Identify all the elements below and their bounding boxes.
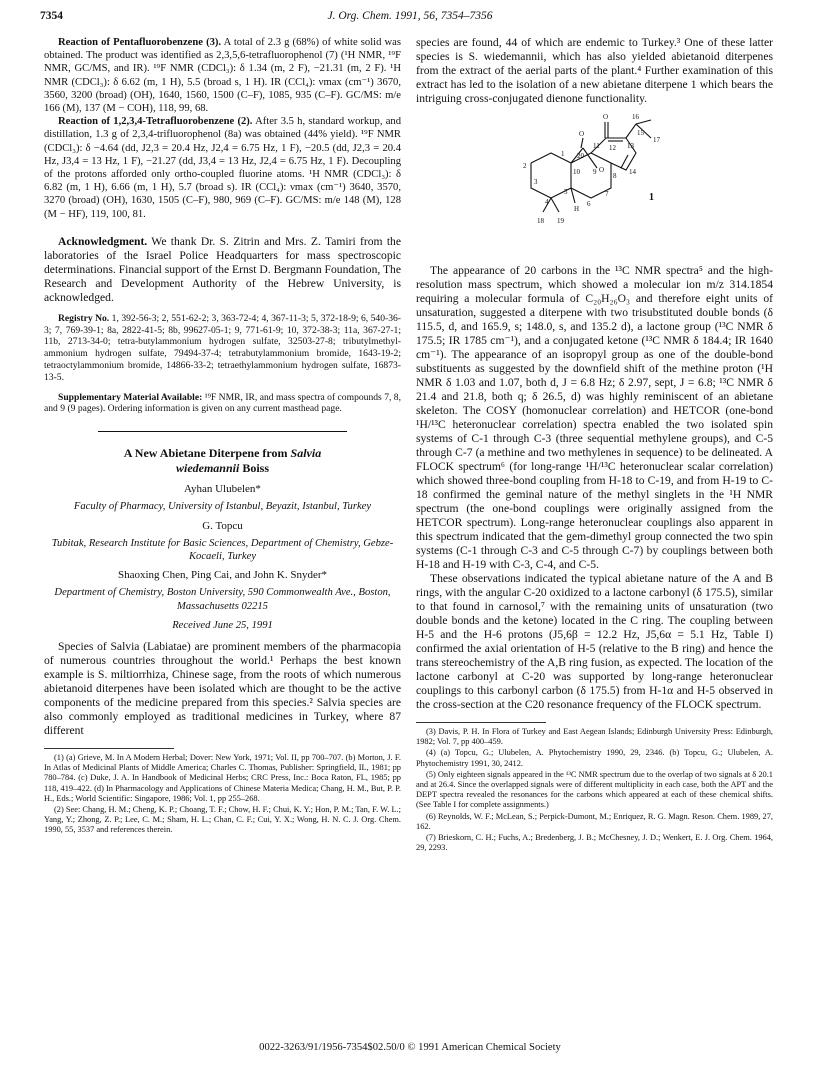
footnotes-left [44, 753, 401, 836]
intro-continued: species are found, 44 of which are endemic to Turkey.³ One of these latter species is S. wiedemannii, which has also yielded abietanoid diterpenes from the extract of the aerial parts of the plant.⁴ Further examination of this extract has led to the isolation of a new abietane diterpene 1 which bears the intriguing cross-conjugated dienone functionality. [416, 36, 773, 105]
footnote-7: (7) Brieskorn, C. H.; Fuchs, A.; Bredenberg, J. B.; McChesney, J. D.; Wenkert, E. J. Org. Chem. 1964, 29, 2293. [416, 833, 773, 853]
footnote-4: (4) (a) Topcu, G.; Ulubelen, A. Phytochemistry 1990, 29, 2346. (b) Topcu, G.; Ulubelen, A. Phytochemistry 1991, 30, 2412. [416, 748, 773, 768]
affiliation-3: Department of Chemistry, Boston University, 590 Commonwealth Ave., Boston, Massachusetts 02215 [54, 587, 391, 612]
atom-label: O [599, 166, 605, 174]
atom-label: 3 [534, 178, 538, 186]
atom-label: 5 [564, 188, 568, 196]
article-title: A New Abietane Diterpene from Salvia wiedemannii Boiss [123, 446, 322, 475]
affiliation-1: Faculty of Pharmacy, University of Istanbul, Beyazit, Istanbul, Turkey [73, 501, 372, 513]
atom-label: 4 [545, 198, 549, 206]
footnote-rule-right [416, 722, 546, 723]
footnote-rule [44, 748, 174, 749]
atom-label: 18 [537, 217, 544, 225]
author-1: Ayhan Ulubelen* [184, 483, 261, 496]
supplementary-material: Supplementary Material Available: ¹⁹F NMR, IR, and mass spectra of compounds 7, 8, and 9 (9 pages). Ordering information is given on any current masthead page. [44, 391, 401, 415]
atom-label: 19 [557, 217, 564, 225]
acknowledgment: Acknowledgment. We thank Dr. S. Zitrin and Mrs. Z. Tamiri from the laboratories of the Israel Police Headquarters for mass spectroscopic determinations. Financial support of the Ernst D. Bergmann Foundation, The Research and Development Authority of the Hebrew University, is acknowledged. [44, 234, 401, 304]
atom-label: 9 [593, 168, 597, 176]
affiliation-2: Tubitak, Research Institute for Basic Sciences, Department of Chemistry, Gebze-Kocaeli, Turkey [51, 537, 394, 563]
atom-label: 16 [632, 113, 639, 121]
paragraph-nmr-analysis: The appearance of 20 carbons in the ¹³C NMR spectra⁵ and the high-resolution mass spectrum, which showed a molecular ion m/z 314.1854 requiring a molecular formula of C₂₀H₂₆O₃ and therefore eight units of unsaturation, suggested a diterpene with two trisubstituted double bonds (δ 115.5, d, and 165.9, s; 148.0, s, and 135.2 d), a lactone group (¹³C NMR δ 175.5; IR 1785 cm⁻¹), and a conjugated ketone (¹³C NMR δ 184.4; IR 1640 cm⁻¹). The appearance of an isopropyl group as one of the double-bond substituents as suggested by the downfield shift of the methine proton (¹H NMR δ 1.03 and 1.07, both d, J = 6.8 Hz; δ 2.97, sept, J = 6.8; ¹³C NMR δ 21.4 and 21.8, both q; δ 26.5, d) was highly reminiscent of an abietane skeleton. The COSY (homonuclear correlation) and HETCOR (one-bond ¹H/¹³C heteronuclear correlation) spectra enabled the two isolated spin systems of C-1 through C-3 (three sequential methylene groups), and C-5 through C-7 (a methine and two methylenes in sequence) to be delineated. A FLOCK spectrum⁶ (for long-range ¹H/¹³C heteronuclear scalar correlation) which showed three-bond coupling from H-18 to C-19, and from H-19 to C-18 confirmed the geminal nature of the methyl singlets in the ¹H NMR spectrum (the one-bond couplings were originally assigned from the HETCOR spectrum). Long-range heteronuclear couplings also apparent in this spectrum indicated that the gem-dimethyl group connected the two spin systems (C-1 through C-3 and C-5 through C-7) by couplings between both H-18 and H-19 with C-3, C-4, and C-5. [416, 264, 773, 571]
atom-label: 1 [561, 150, 565, 158]
atom-label: 13 [627, 142, 634, 150]
footnotes-right [416, 727, 773, 853]
structure-drawing [501, 108, 681, 258]
paragraph-pentafluorobenzene: Reaction of Pentafluorobenzene (3). A total of 2.3 g (68%) of white solid was obtained. The product was identified as 2,3,5,6-tetrafluorophenol (7) (¹H NMR, ¹⁹F NMR, GC/MS, and IR). ¹⁹F NMR (CDCl₃): δ 1.34 (m, 2 F), −21.31 (m, 2 F). ¹H NMR (CDCl₃): δ 6.62 (m, 1 H), 5.5 (broad s, 1 H). IR (CCl₄): νmax (cm⁻¹) 3670, 3560, 3200 (broad) (OH), 1640, 1560, 1500 (C–F), 1085, 935 (C–F). GC/MS: m/e 166 (M), 137 (M − COH), 118, 99, 68. [44, 37, 401, 115]
atom-label: 14 [629, 168, 636, 176]
atom-label: 12 [609, 144, 616, 152]
atom-label: H [574, 205, 580, 213]
atom-label: 7 [605, 190, 609, 198]
footnote-6: (6) Reynolds, W. F.; McLean, S.; Perpick-Dumont, M.; Enriquez, R. G. Magn. Reson. Chem. 1989, 27, 162. [416, 811, 773, 831]
footnote-3: (3) Davis, P. H. In Flora of Turkey and East Aegean Islands; Edinburgh University Press: Edinburgh, 1982; Vol. 7, pp 400–459. [416, 727, 773, 747]
atom-label: 2 [523, 162, 527, 170]
received-date: Received June 25, 1991 [172, 619, 273, 631]
journal-citation: J. Org. Chem. 1991, 56, 7354–7356 [327, 10, 493, 22]
chemical-structure [416, 108, 773, 258]
page-footer: 0022-3263/91/1956-7354$02.50/0 © 1991 American Chemical Society [259, 1042, 561, 1053]
atom-label: 20 [577, 152, 584, 160]
atom-label: O [603, 113, 609, 121]
compound-number: 1 [649, 192, 654, 203]
registry-numbers: Registry No. 1, 392-56-3; 2, 551-62-2; 3, 363-72-4; 4, 367-11-3; 5, 372-18-9; 6, 540-36-3; 7, 769-39-1; 8a, 2822-41-5; 8b, 99627-05-1; 9, 771-61-9; 10, 372-38-3; 11a, 367-27-1; 11b, 2713-34-0; tetra-butylammonium hydrogen sulfate, 32503-27-8; tributylmethyl-ammonium hydrogen sulfate, 79494-37-4; tetrabutylammonium bromide, 1643-19-2; tetraoctylammonium bromide, 14866-33-2; tetraethylammonium hydrogen sulfate, 16873-13-5. [44, 312, 402, 383]
footnote-1: (1) (a) Grieve, M. In A Modern Herbal; Dover: New York, 1971; Vol. II, pp 700–707. (b) Morton, J. F. In Atlas of Medicinal Plants of Middle America; Charles C. Thomas, Publisher: Springfield, IL, 1981; pp 780–784. (c) Duke, J. A. In Handbook of Medicinal Herbs; CRC Press, Inc.: Boca Raton, FL, 1985; pp 118, 419–422. (d) In Pharmacology and Applications of Chinese Materia Medica; Chang, H. M., But, P. P. H., Eds.; World Scientific: Singapore, 1986; Vol. 1, pp 255–268. [44, 753, 401, 803]
paragraph-tetrafluorobenzene: Reaction of 1,2,3,4-Tetrafluorobenzene (2). After 3.5 h, standard workup, and distillation, 1.3 g of 2,3,4-trifluorophenol (8a) was obtained (44% yield). ¹⁹F NMR (CDCl₃): δ −4.64 (dd, J2,3 = 20.4 Hz, J2,4 = 6.75 Hz, 1 F), −20.5 (dd, J2,3 = 20.4 Hz, J3,4 = 13 Hz, 1 F), −21.27 (dd, J3,4 = 13 Hz, J2,4 = 6.75 Hz, 1 F). Decoupling of the protons afforded only ortho-coupled fluorine atoms. ¹H NMR (CDCl₃): δ 6.82 (m, 1 H), 6.66 (m, 1 H), 5.7 (broad s). IR (CCl₄): νmax (cm⁻¹) 3640, 3570, 3270 (broad) (OH), 1630, 1505 (C–F), 980, 969 (C–F). GC/MS: m/e 148 (M), 128 (M − HF), 119, 100, 81. [44, 116, 402, 220]
atom-label: 6 [587, 200, 591, 208]
right-column [416, 36, 773, 854]
atom-label: 17 [653, 136, 660, 144]
section-divider [98, 431, 348, 432]
atom-label: 8 [613, 172, 617, 180]
author-2: G. Topcu [202, 519, 243, 532]
footnote-5: (5) Only eighteen signals appeared in the ¹³C NMR spectrum due to the overlap of two signals at δ 20.1 and at 26.4. Since the overlapped signals were of different multiplicity in each case, both the APT and the DEPT spectra revealed the resonances for the carbons which appeared at each of these chemical shifts. (See Table I for complete assignments.) [416, 769, 773, 810]
page-number: 7354 [40, 10, 63, 22]
atom-label: O [579, 130, 585, 138]
running-header [40, 10, 780, 26]
atom-label: 11 [593, 142, 600, 150]
intro-paragraph: Species of Salvia (Labiatae) are prominent members of the pharmacopia of numerous countries throughout the world.¹ Perhaps the best known example is S. miltiorrhiza, Chinese sage, from the roots of which numerous abietanoid diterpenes have been isolated which are thought to be the active components of the medicine prepared from this species.² Salvia species are also commonly employed as traditional medicines in Turkey, where 87 different [44, 640, 401, 738]
left-column [44, 36, 401, 837]
author-3: Shaoxing Chen, Ping Cai, and John K. Snyder* [118, 569, 327, 582]
footnote-2: (2) See: Chang, H. M.; Cheng, K. P.; Choang, T. F.; Chow, H. F.; Chui, K. Y.; Hon, P. M.; Tan, F. W. L.; Yang, Y.; Zhong, Z. P.; Lee, C. M.; Sham, H. L.; Chan, C. F.; Cui, Y. X.; Wong, H. N. C. J. Org. Chem. 1990, 55, 3537 and references therein. [44, 805, 401, 835]
atom-label: 10 [573, 168, 580, 176]
paragraph-abietane-nature: These observations indicated the typical abietane nature of the A and B rings, with the angular C-20 oxidized to a lactone carbonyl (δ 175.5), similar to that found in carnosol,⁷ with the remaining units of unsaturation (two double bonds and the ketone) located in the C ring. The coupling between H-5 and the H-6 protons (J5,6β = 12.2 Hz, J5,6α = 5.1 Hz, Table I) confirmed the axial orientation of H-5 (relative to the B ring) and hence the trans stereochemistry of the A,B ring fusion, as expected. The location of the lactone carbonyl at C-20 was supported by long-range heteronuclear couplings to this carbonyl carbon (δ 175.5) from H-1α and H-5 observed in the cross-section at the C20 resonance frequency of the FLOCK spectrum. [416, 572, 773, 711]
atom-label: 15 [637, 129, 644, 137]
